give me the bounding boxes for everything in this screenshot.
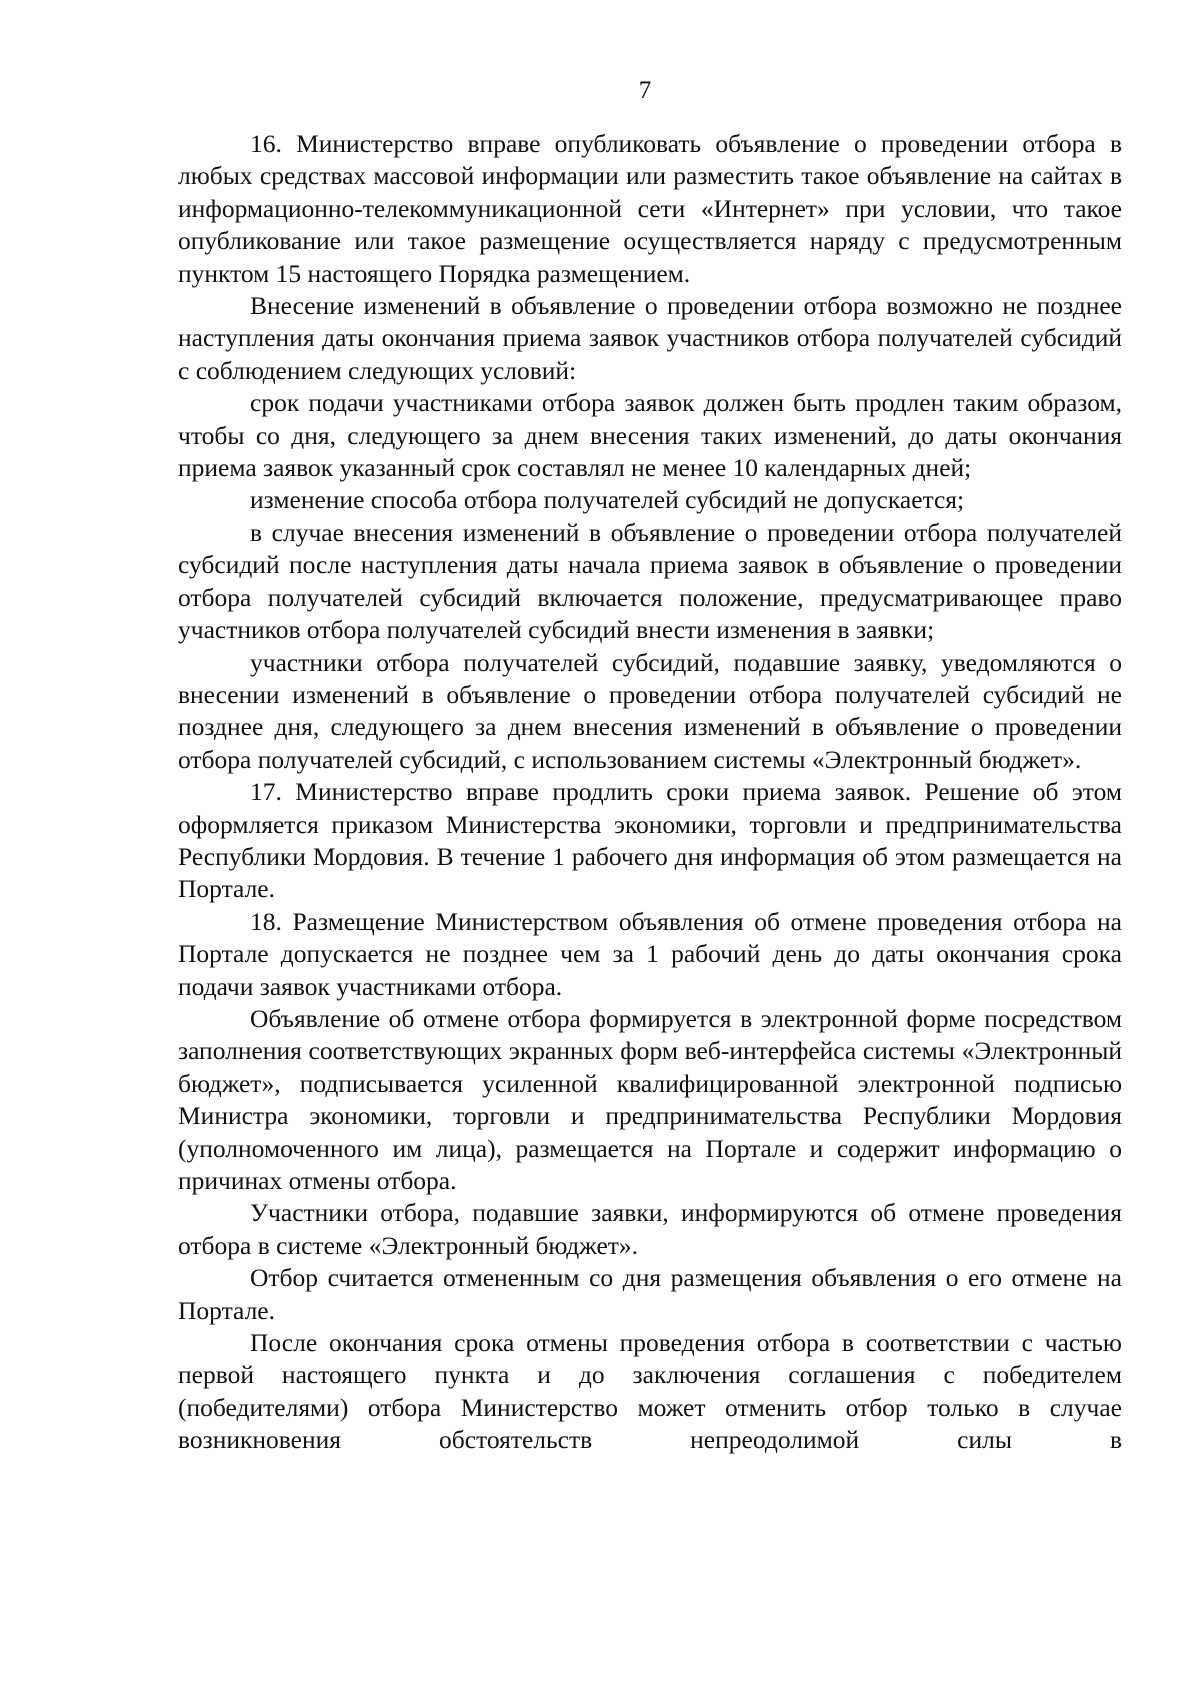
- paragraph-deadline-extension: срок подачи участниками отбора заявок должен быть продлен таким образом, чтобы со дня, следующего за днем внесения таких изменений, до даты окончания приема заявок указанный срок составлял не менее 10 календарных дней;: [178, 388, 1122, 483]
- paragraph-force-majeure: После окончания срока отмены проведения отбора в соответствии с частью первой настоящего пункта и до заключения соглашения с победителем (победителями) отбора Министерство может отменить отбор только в случае возникновения обстоятельств непреодолимой силы в: [178, 1328, 1122, 1455]
- paragraph-16: 16. Министерство вправе опубликовать объявление о проведении отбора в любых средствах массовой информации или разместить такое объявление на сайтах в информационно-телекоммуникационной сети «Интернет» при условии, что такое опубликование или такое размещение осуществляется наряду с предусмотренным пунктом 15 настоящего Порядка размещением.: [178, 129, 1122, 288]
- paragraph-cancellation-effective: Отбор считается отмененным со дня размещения объявления о его отмене на Портале.: [178, 1263, 1122, 1325]
- paragraph-17: 17. Министерство вправе продлить сроки приема заявок. Решение об этом оформляется приказом Министерства экономики, торговли и предпринимательства Республики Мордовия. В течение 1 рабочего дня информация об этом размещается на Портале.: [178, 777, 1122, 904]
- paragraph-18: 18. Размещение Министерством объявления об отмене проведения отбора на Портале допускается не позднее чем за 1 рабочий день до даты окончания срока подачи заявок участниками отбора.: [178, 906, 1122, 1001]
- paragraph-changes-after-start: в случае внесения изменений в объявление о проведении отбора получателей субсидий после наступления даты начала приема заявок в объявление о проведении отбора получателей субсидий включается положение, предусматривающее право участников отбора получателей субсидий внести изменения в заявки;: [178, 517, 1122, 645]
- paragraph-participants-informed: Участники отбора, подавшие заявки, информируются об отмене проведения отбора в системе «Электронный бюджет».: [178, 1198, 1122, 1260]
- page-number: 7: [638, 77, 652, 104]
- paragraph-participant-notification: участники отбора получателей субсидий, подавшие заявку, уведомляются о внесении изменений в объявление о проведении отбора получателей субсидий не позднее дня, следующего за днем внесения изменений в объявление о проведении отбора получателей субсидий, с использованием системы «Электронный бюджет».: [178, 647, 1122, 774]
- paragraph-amendment-intro: Внесение изменений в объявление о проведении отбора возможно не позднее наступления даты окончания приема заявок участников отбора получателей субсидий с соблюдением следующих условий:: [178, 291, 1122, 385]
- paragraph-method-change: изменение способа отбора получателей субсидий не допускается;: [250, 485, 965, 515]
- document-body: [178, 128, 1122, 1457]
- paragraph-cancellation-form: Объявление об отмене отбора формируется в электронной форме посредством заполнения соответствующих экранных форм веб-интерфейса системы «Электронный бюджет», подписывается усиленной квалифицированной электронной подписью Министра экономики, торговли и предпринимательства Республики Мордовия (уполномоченного им лица), размещается на Портале и содержит информацию о причинах отмены отбора.: [178, 1003, 1122, 1195]
